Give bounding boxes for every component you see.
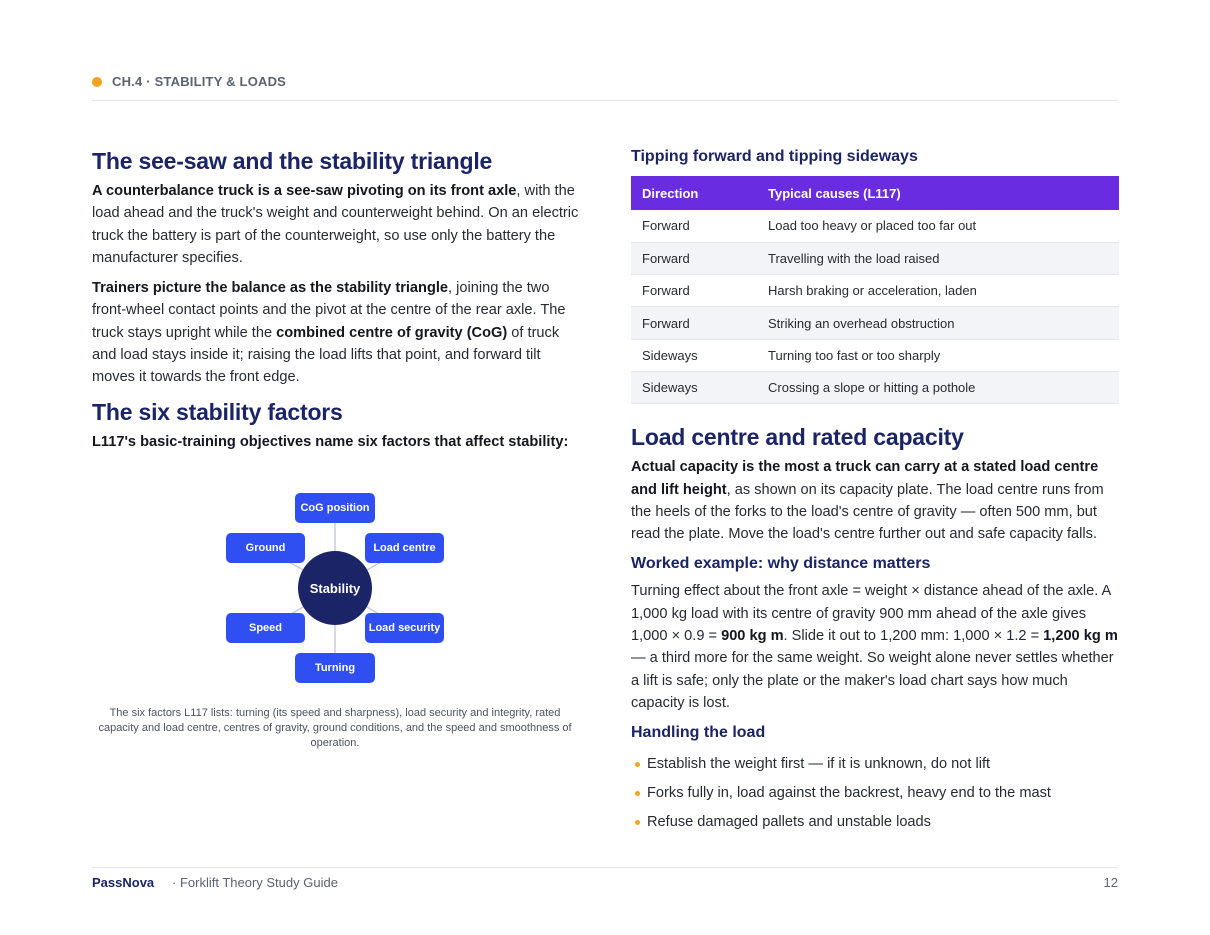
table-header-direction: Direction — [631, 176, 757, 210]
list-item-text: Refuse damaged pallets and unstable loads — [647, 814, 931, 831]
list-item-text: Establish the weight first — if it is unknown, do not lift — [647, 756, 991, 773]
table-row — [631, 307, 1119, 339]
handling-list — [631, 750, 1119, 837]
heading-handling: Handling the load — [631, 724, 766, 742]
table-cell-cause: Harsh braking or acceleration, laden — [757, 275, 1119, 307]
brand-name: PassNova — [92, 875, 155, 890]
chapter-dot-icon — [92, 77, 102, 87]
heading-stability-triangle: The see-saw and the stability triangle — [92, 148, 493, 174]
worked-value-900: 900 kg m — [721, 628, 784, 645]
page-number: 12 — [1103, 875, 1118, 890]
bullet-icon — [635, 791, 640, 796]
paragraph-worked-example — [631, 580, 1119, 714]
node-load-security: Load security — [365, 613, 444, 643]
see-saw-text: , with the load ahead and the truck's weight and counterweight behind. On an electric truck the battery is part of the counterweight, so use only the battery the manufacturer specifies. — [92, 183, 579, 266]
list-item — [631, 750, 1119, 779]
table-row — [631, 275, 1119, 307]
worked-text-2: . Slide it out to 1,200 mm: 1,000 × 1.2 = — [783, 628, 1044, 645]
table-cell-cause: Turning too fast or too sharply — [757, 339, 1119, 371]
heading-worked-example: Worked example: why distance matters — [631, 555, 931, 573]
table-cell-direction: Sideways — [631, 371, 757, 403]
triangle-cog: combined centre of gravity (CoG) — [276, 324, 508, 341]
capacity-text: , as shown on its capacity plate. The load centre runs from the heels of the forks to the load's centre of gravity — often 500 mm, but read the plate. Move the load's centre further out and safe capacity falls. — [631, 481, 1104, 543]
table-title: Tipping forward and tipping sideways — [631, 148, 918, 165]
table-cell-cause: Crossing a slope or hitting a pothole — [757, 371, 1119, 403]
tipping-table — [631, 176, 1119, 404]
paragraph-capacity — [631, 456, 1119, 545]
node-cog-position: CoG position — [295, 493, 375, 523]
triangle-lead: Trainers picture the balance as the stability triangle — [92, 280, 449, 297]
worked-value-1200: 1,200 kg m — [1043, 628, 1118, 645]
bullet-icon — [635, 762, 640, 767]
node-speed: Speed — [226, 613, 305, 643]
chapter-label: CH.4 · STABILITY & LOADS — [112, 74, 287, 89]
see-saw-lead: A counterbalance truck is a see-saw pivoting on its front axle — [92, 183, 517, 199]
right-column — [631, 146, 1119, 837]
bullet-icon — [635, 820, 640, 825]
heading-load-centre: Load centre and rated capacity — [631, 424, 964, 451]
list-item-text: Forks fully in, load against the backrest, heavy end to the mast — [647, 785, 1051, 802]
list-item — [631, 808, 1119, 837]
guide-title: · Forklift Theory Study Guide — [172, 875, 338, 890]
table-header-row — [631, 176, 1119, 210]
worked-text-3: — a third more for the same weight. So weight alone never settles whether a lift is safe; only the plate or the maker's load chart says how much capacity is lost. — [631, 650, 1114, 711]
triangle-text-1: , joining the two front-wheel contact points and the pivot at the centre of the rear axle. The truck stays upright while the — [92, 280, 566, 341]
page-footer — [92, 867, 1118, 893]
node-ground: Ground — [226, 533, 305, 563]
node-turning: Turning — [295, 653, 375, 683]
table-cell-direction: Forward — [631, 210, 757, 242]
table-header-causes: Typical causes (L117) — [757, 176, 1119, 210]
table-cell-cause: Travelling with the load raised — [757, 242, 1119, 274]
capacity-lead: Actual capacity is the most a truck can carry at a stated load centre and lift height — [631, 459, 1099, 498]
list-item — [631, 779, 1119, 808]
stability-factors-diagram — [92, 485, 582, 695]
paragraph-triangle — [92, 277, 582, 388]
table-row — [631, 371, 1119, 403]
heading-six-factors: The six stability factors — [92, 398, 343, 425]
table-cell-cause: Load too heavy or placed too far out — [757, 210, 1119, 242]
six-factors-intro: L117's basic-training objectives name six factors that affect stability: — [92, 433, 569, 450]
table-row — [631, 242, 1119, 274]
node-stability-hub: Stability — [298, 551, 372, 625]
paragraph-see-saw — [92, 180, 582, 269]
diagram-caption: The six factors L117 lists: turning (its speed and sharpness), load security and integrity, rated capacity and load centre, centres of gravity, ground conditions, and the speed and smoothness of operation. — [98, 707, 572, 749]
table-cell-direction: Forward — [631, 307, 757, 339]
node-load-centre: Load centre — [365, 533, 444, 563]
table-row — [631, 210, 1119, 242]
table-cell-direction: Forward — [631, 275, 757, 307]
worked-text-1: Turning effect about the front axle = weight × distance ahead of the axle. A 1,000 kg load with its centre of gravity 900 mm ahead of the axle gives 1,000 × 0.9 = — [631, 583, 1111, 645]
table-row — [631, 339, 1119, 371]
triangle-text-2: of truck and load stays inside it; raising the load lifts that point, and forward tilt moves it towards the front edge. — [92, 324, 560, 386]
table-cell-cause: Striking an overhead obstruction — [757, 307, 1119, 339]
table-cell-direction: Forward — [631, 242, 757, 274]
table-cell-direction: Sideways — [631, 339, 757, 371]
left-column — [92, 146, 582, 453]
page-header — [92, 74, 1118, 101]
